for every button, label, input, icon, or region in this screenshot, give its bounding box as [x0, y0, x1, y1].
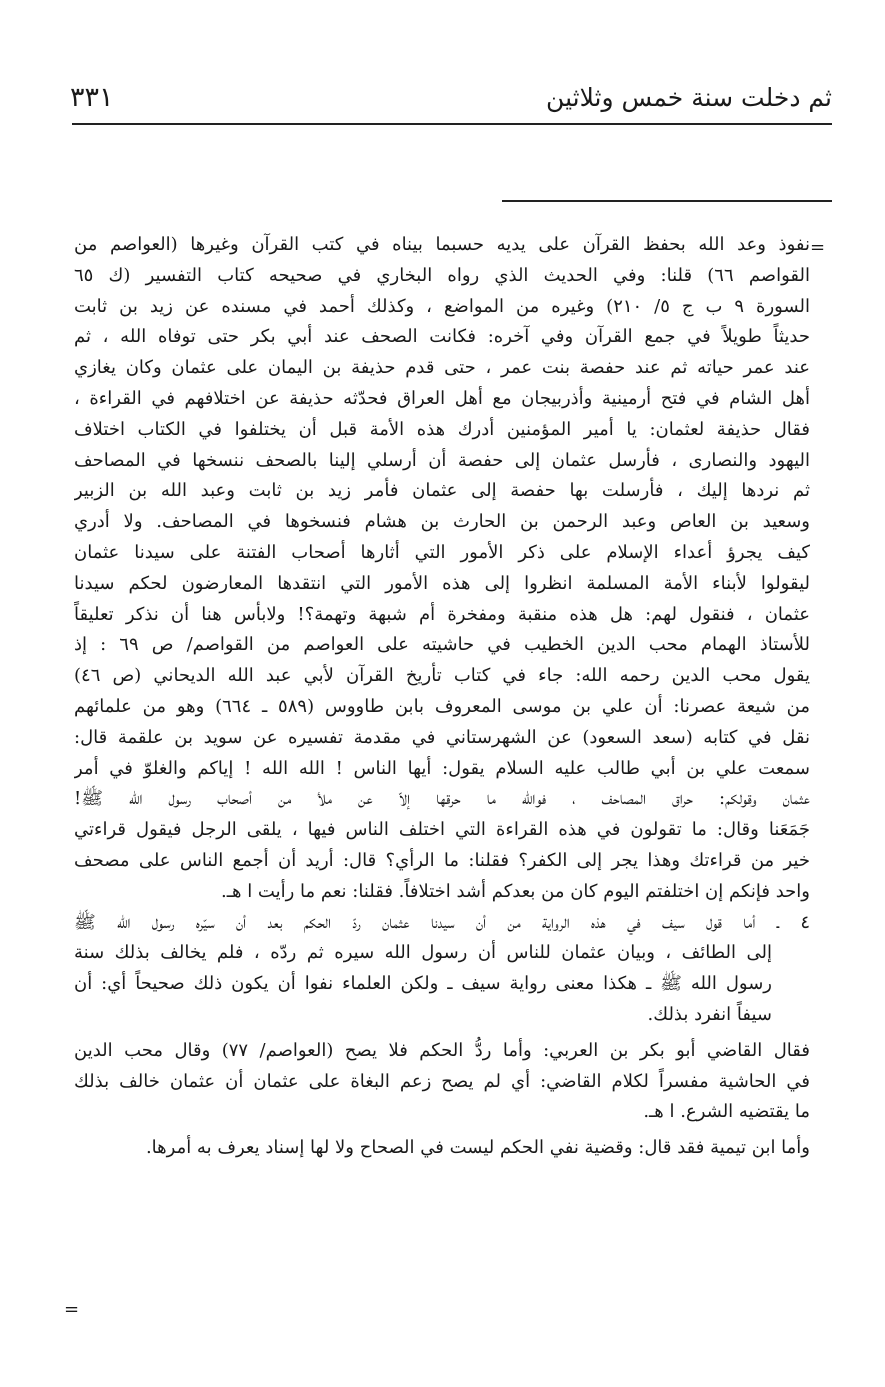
text-line: جَمَعَنا وقال: ما تقولون في هذه القراءة التي اختلف الناس فيها ، يلقى الرجل فيقول قراءتي	[74, 819, 810, 841]
text-line: كيف يجرؤ أعداء الإسلام على ذكر الأمور التي أثارها أصحاب الفتنة على سيدنا عثمان	[74, 541, 810, 563]
text-line: القواصم ٦٦) قلنا: وفي الحديث الذي رواه البخاري في صحيحه كتاب التفسير (ك ٦٥	[74, 264, 810, 286]
header-rule	[72, 123, 832, 125]
text-line: ٤ ـ أما قول سيف في هذه الرواية من أن سيدنا عثمان ردّ الحكم بعد أن سيّره رسول الله ﷺ	[74, 911, 810, 933]
text-line: حديثاً طويلاً في جمع القرآن وفي آخره: فكانت الصحف عند أبي بكر حتى توفاه الله ، ثم	[74, 326, 810, 348]
text-line: نفوذ وعد الله بحفظ القرآن على يديه حسبما بيناه في كتب القرآن وغيرها (العواصم من	[74, 234, 810, 255]
continuation-mark-start: =	[810, 237, 826, 258]
running-title: ثم دخلت سنة خمس وثلاثين	[546, 83, 832, 112]
continuation-mark-end: =	[64, 1299, 80, 1320]
text-line: رسول الله ﷺ ـ هكذا معنى رواية سيف ـ ولكن العلماء نفوا أن يكون ذلك صحيحاً أي: أن	[74, 973, 772, 995]
text-line: نقل في كتابه (سعد السعود) عن الشهرستاني في مقدمة تفسيره عن سويد بن علقمة قال:	[74, 726, 810, 748]
text-line: سمعت علي بن أبي طالب عليه السلام يقول: أيها الناس ! الله الله ! إياكم والغلوّ في أمر	[74, 757, 810, 779]
text-line: فقال حذيفة لعثمان: يا أمير المؤمنين أدرك هذه الأمة قبل أن يختلفوا في الكتاب اختلاف	[74, 418, 810, 440]
footnote-body	[74, 230, 810, 1164]
text-line: ما يقتضيه الشرع. ا هـ.	[643, 1101, 810, 1123]
text-line: عند عمر حياته ثم عند حفصة بنت عمر ، حتى قدم حذيفة بن اليمان على عثمان وكان يغازي	[74, 357, 810, 379]
page-header	[70, 78, 832, 118]
text-line: وسعيد بن العاص وعبد الرحمن بن الحارث بن هشام فنسخوها في المصاحف. ولا أدري	[74, 511, 810, 533]
text-line: يقول محب الدين رحمه الله: جاء في كتاب تأريخ القرآن لأبي عبد الله الديحاني (ص ٤٦)	[74, 665, 810, 687]
footnote-separator	[502, 200, 832, 202]
text-line: عثمان ، فنقول لهم: هل هذه منقبة ومفخرة أم شبهة وتهمة؟! ولابأس هنا أن نذكر تعليقاً	[74, 603, 810, 625]
text-line: ليقولوا لأبناء الأمة المسلمة انظروا إلى هذه الأمور التي انتقدها المعارضون لحكم سيدنا	[74, 572, 810, 594]
text-line: من شيعة عصرنا: أن علي بن موسى المعروف بابن طاووس (٥٨٩ ـ ٦٦٤) وهو من علمائهم	[74, 695, 810, 717]
text-line: خير من قراءتك وهذا يجر إلى الكفر؟ فقلنا: ما الرأي؟ قال: أريد أن أجمع الناس على مصحف	[74, 849, 810, 871]
text-line: اليهود والنصارى ، فأرسل عثمان إلى حفصة أن أرسلي إلينا بالصحف ننسخها في المصاحف	[74, 449, 810, 471]
page-number: ٣٣١	[70, 82, 114, 113]
text-line: ثم نردها إليك ، فأرسلت بها حفصة إلى عثمان فأمر زيد بن ثابت وعبد الله بن الزبير	[74, 480, 810, 502]
text-line: عثمان وقولكم: حراق المصاحف ، فوالله ما حرقها إلاّ عن ملأ من أصحاب رسول الله ﷺ!	[74, 788, 810, 810]
text-line: واحد فإنكم إن اختلفتم اليوم كان من بعدكم أشد اختلافاً. فقلنا: نعم ما رأيت ا هـ.	[221, 880, 810, 902]
text-line: إلى الطائف ، وبيان عثمان للناس أن رسول الله سيره ثم ردّه ، فلم يخالف بذلك سنة	[74, 942, 772, 964]
text-line: سيفاً انفرد بذلك.	[647, 1003, 772, 1025]
text-line: للأستاذ الهمام محب الدين الخطيب في حاشيته على العواصم من القواصم/ ص ٦٩ : إذ	[74, 634, 810, 656]
text-line: وأما ابن تيمية فقد قال: وقضية نفي الحكم ليست في الصحاح ولا لها إسناد يعرف به أمرها.	[145, 1137, 810, 1159]
text-line: السورة ٩ ب ج ٥/ ٢١٠) وغيره من المواضع ، وكذلك أحمد في مسنده عن زيد بن ثابت	[74, 295, 810, 317]
text-line: أهل الشام في فتح أرمينية وأذربيجان مع أهل العراق فحدّثه حذيفة عن اختلافهم في القراءة ،	[74, 387, 810, 409]
text-line: فقال القاضي أبو بكر بن العربي: وأما ردُّ الحكم فلا يصح (العواصم/ ٧٧) وقال محب الدين	[74, 1039, 810, 1061]
text-line: في الحاشية مفسراً لكلام القاضي: أي لم يصح زعم البغاة على عثمان أن عثمان خالف بذلك	[74, 1070, 810, 1092]
